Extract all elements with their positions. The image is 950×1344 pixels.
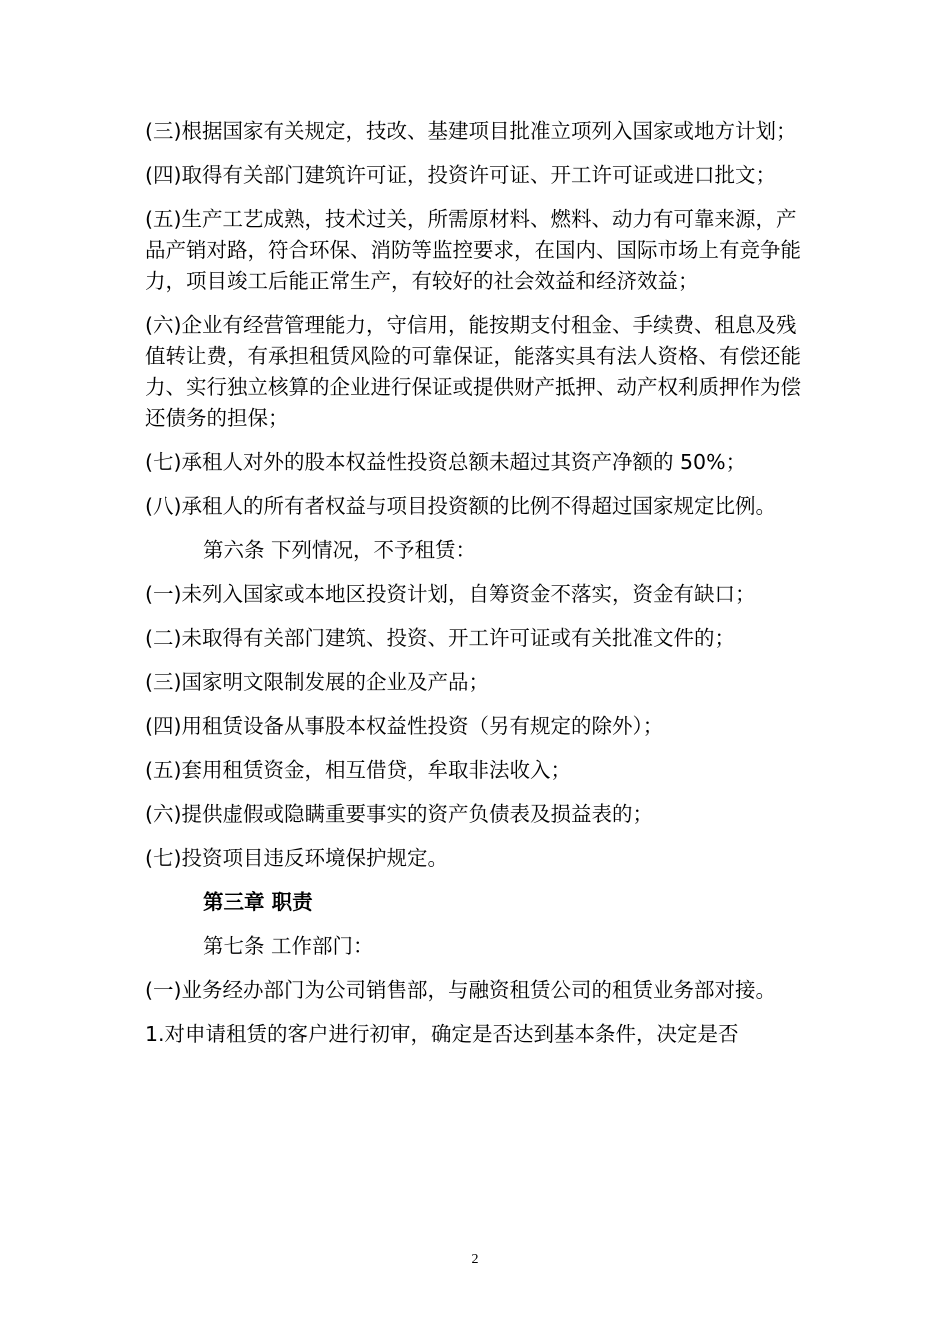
document-body <box>145 116 805 1063</box>
clause-8: (八)承租人的所有者权益与项目投资额的比例不得超过国家规定比例。 <box>145 494 776 518</box>
exclusion-4: (四)用租赁设备从事股本权益性投资（另有规定的除外）； <box>145 714 664 738</box>
exclusion-2: (二)未取得有关部门建筑、投资、开工许可证或有关批准文件的； <box>145 626 735 650</box>
article-7-heading: 第七条 工作部门： <box>203 934 374 958</box>
clause-4: (四)取得有关部门建筑许可证，投资许可证、开工许可证或进口批文； <box>145 163 776 187</box>
exclusion-1: (一)未列入国家或本地区投资计划，自筹资金不落实，资金有缺口； <box>145 582 756 606</box>
exclusion-6: (六)提供虚假或隐瞒重要事实的资产负债表及损益表的； <box>145 802 653 826</box>
department-1: (一)业务经办部门为公司销售部，与融资租赁公司的租赁业务部对接。 <box>145 978 776 1002</box>
duty-1: 1.对申请租赁的客户进行初审，确定是否达到基本条件，决定是否 <box>145 1022 739 1046</box>
clause-3: (三)根据国家有关规定，技改、基建项目批准立项列入国家或地方计划； <box>145 119 797 143</box>
exclusion-7: (七)投资项目违反环境保护规定。 <box>145 846 448 870</box>
page-number: 2 <box>471 1252 479 1267</box>
exclusion-5: (五)套用租赁资金，相互借贷，牟取非法收入； <box>145 758 571 782</box>
clause-7: (七)承租人对外的股本权益性投资总额未超过其资产净额的 50%； <box>145 450 747 474</box>
clause-5: (五)生产工艺成熟，技术过关，所需原材料、燃料、动力有可靠来源，产品产销对路，符合环保、消防等监控要求，在国内、国际市场上有竞争能力，项目竣工后能正常生产，有较好的社会效益和经济效益； <box>145 207 801 293</box>
chapter-3-heading: 第三章 职责 <box>203 890 313 914</box>
exclusion-3: (三)国家明文限制发展的企业及产品； <box>145 670 489 694</box>
clause-6: (六)企业有经营管理能力，守信用，能按期支付租金、手续费、租息及残值转让费，有承担租赁风险的可靠保证，能落实具有法人资格、有偿还能力、实行独立核算的企业进行保证或提供财产抵押、动产权利质押作为偿还债务的担保； <box>145 313 801 430</box>
article-6-heading: 第六条 下列情况，不予租赁： <box>203 538 477 562</box>
